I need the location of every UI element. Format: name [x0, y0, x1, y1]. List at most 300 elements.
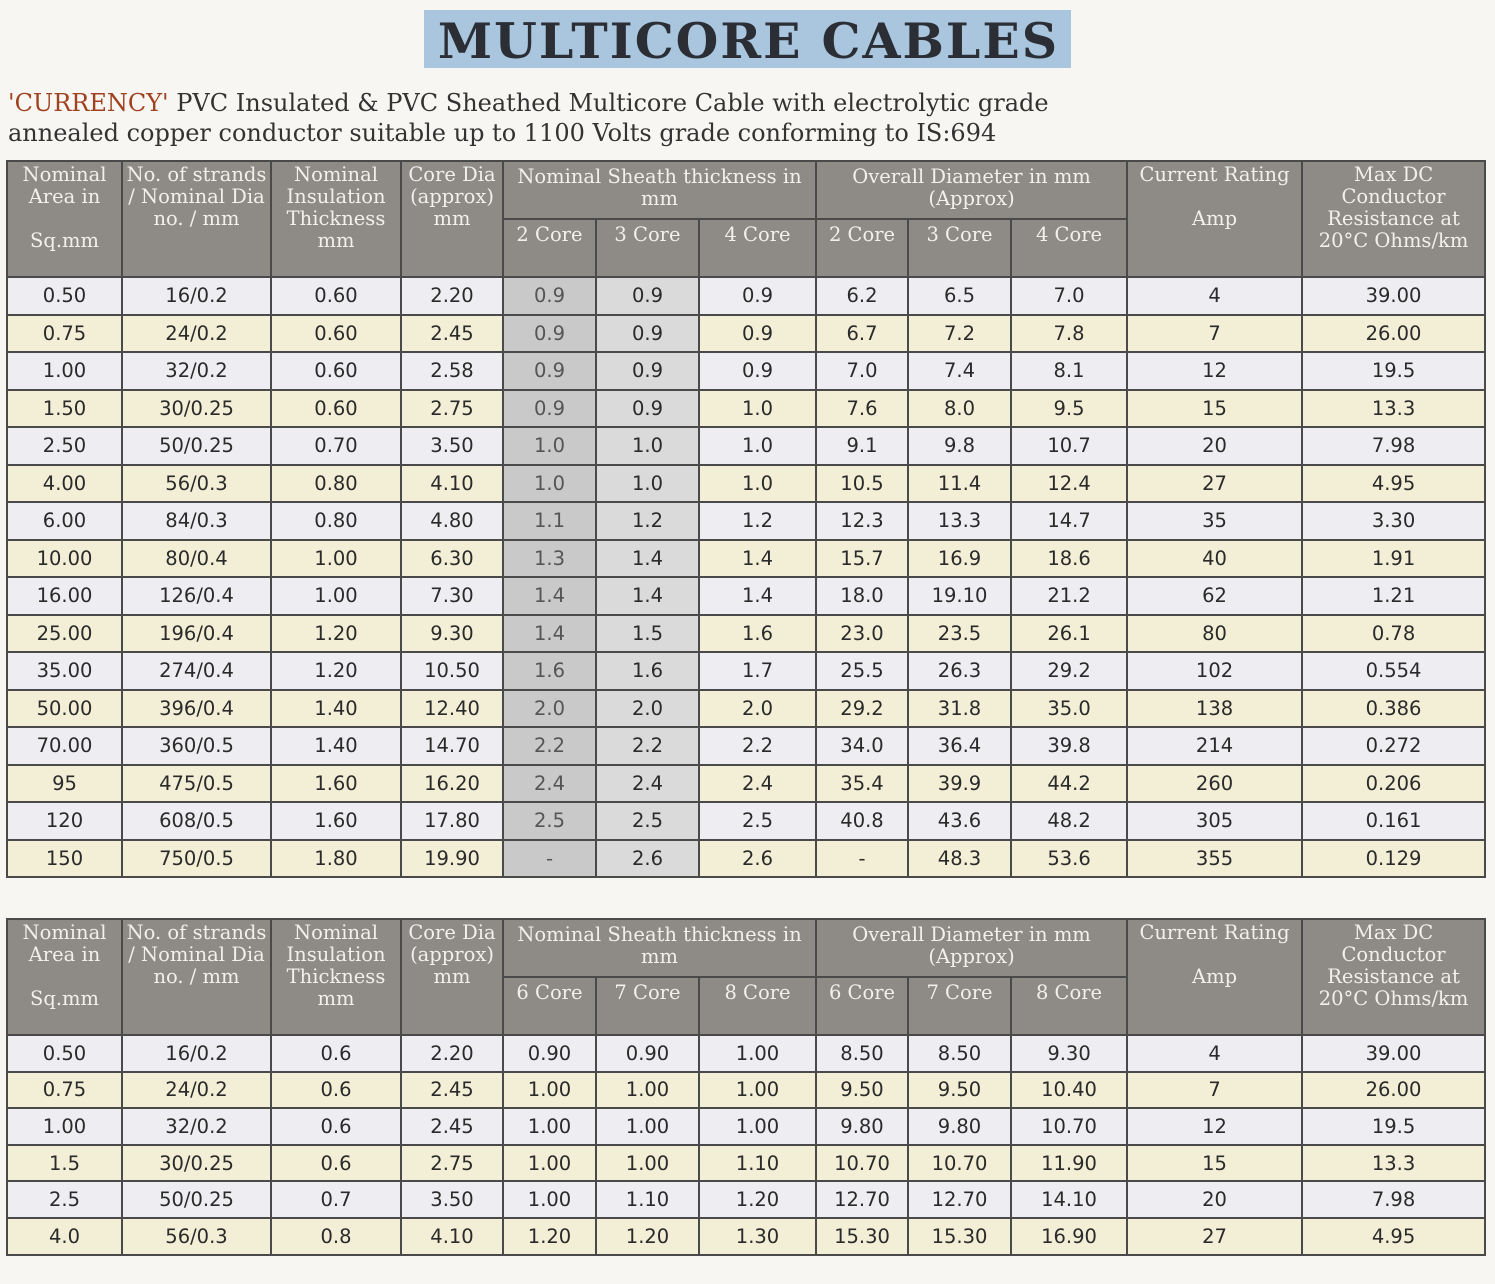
table-cell: 3.50 [401, 427, 503, 465]
table-cell: 15 [1127, 390, 1302, 428]
table-cell: 1.6 [699, 615, 816, 653]
table-cell: 4.0 [7, 1218, 122, 1255]
table-cell: 15.30 [816, 1218, 908, 1255]
table-cell: 4.10 [401, 1218, 503, 1255]
table-cell: 20 [1127, 427, 1302, 465]
table-cell: 56/0.3 [122, 465, 271, 503]
table-cell: 2.58 [401, 352, 503, 390]
table-cell: 1.00 [699, 1035, 816, 1072]
table-cell: 4.95 [1302, 465, 1485, 503]
table-cell: 1.30 [699, 1218, 816, 1255]
header-sheath-core: 7 Core [596, 977, 699, 1035]
table-cell: 0.9 [596, 277, 699, 315]
table-row [7, 390, 1485, 428]
table-cell: 6.7 [816, 315, 908, 353]
table-cell: 7 [1127, 315, 1302, 353]
table-cell: 44.2 [1011, 765, 1127, 803]
table-cell: 12.4 [1011, 465, 1127, 503]
table-row [7, 615, 1485, 653]
table-cell: 24/0.2 [122, 315, 271, 353]
table-cell: 2.45 [401, 315, 503, 353]
table-cell: 0.90 [503, 1035, 596, 1072]
header-overall-core: 2 Core [816, 219, 908, 277]
table-cell: 19.5 [1302, 352, 1485, 390]
table-cell: 7.98 [1302, 1181, 1485, 1218]
table-cell: 1.3 [503, 540, 596, 578]
table-cell: 36.4 [908, 727, 1011, 765]
table-cell: 9.80 [908, 1108, 1011, 1145]
header-nominal-area-unit: Sq.mm [29, 229, 100, 252]
header-sheath-core: 8 Core [699, 977, 816, 1035]
table-cell: 1.4 [699, 577, 816, 615]
table-cell: 50.00 [7, 690, 122, 728]
table-cell: 0.60 [271, 390, 401, 428]
header-current-unit: Amp [1192, 965, 1238, 988]
table-cell: 26.00 [1302, 1072, 1485, 1109]
table-cell: 2.2 [699, 727, 816, 765]
table-cell: 9.50 [816, 1072, 908, 1109]
table-cell: 2.20 [401, 1035, 503, 1072]
table-cell: 2.2 [503, 727, 596, 765]
table-cell: 17.80 [401, 802, 503, 840]
header-strands: No. of strands / Nominal Dia no. / mm [122, 919, 271, 1035]
table-cell: 16.90 [1011, 1218, 1127, 1255]
table-cell: 1.00 [503, 1145, 596, 1182]
table-cell: 1.10 [596, 1181, 699, 1218]
table-cell: 1.20 [503, 1218, 596, 1255]
table-cell: 12 [1127, 1108, 1302, 1145]
header-insulation-unit: mm [317, 229, 355, 252]
table-row [7, 765, 1485, 803]
table-cell: 2.5 [596, 802, 699, 840]
table-cell: 8.1 [1011, 352, 1127, 390]
table-cell: 3.50 [401, 1181, 503, 1218]
table-cell: 0.7 [271, 1181, 401, 1218]
table-cell: 0.129 [1302, 840, 1485, 878]
table-cell: 355 [1127, 840, 1302, 878]
table-cell: 1.00 [503, 1108, 596, 1145]
table-cell: 26.00 [1302, 315, 1485, 353]
table-cell: 12.70 [908, 1181, 1011, 1218]
table-cell: 360/0.5 [122, 727, 271, 765]
table-cell: 1.10 [699, 1145, 816, 1182]
table-cell: 39.00 [1302, 1035, 1485, 1072]
header-core-dia [401, 161, 503, 277]
table-cell: 2.2 [596, 727, 699, 765]
table-cell: 14.70 [401, 727, 503, 765]
table-cell: 7.2 [908, 315, 1011, 353]
table-cell: 12.70 [816, 1181, 908, 1218]
header-insulation-label: Nominal Insulation Thickness [286, 163, 386, 230]
table-cell: 35.0 [1011, 690, 1127, 728]
table-cell: 4.10 [401, 465, 503, 503]
table-cell: 102 [1127, 652, 1302, 690]
table-cell: 11.4 [908, 465, 1011, 503]
table-cell: 0.9 [596, 315, 699, 353]
table-cell: 40.8 [816, 802, 908, 840]
table-cell: 15 [1127, 1145, 1302, 1182]
table-cell: 12.3 [816, 502, 908, 540]
table-cell: 23.0 [816, 615, 908, 653]
table-cell: 138 [1127, 690, 1302, 728]
table-cell: 8.0 [908, 390, 1011, 428]
table-cell: 30/0.25 [122, 1145, 271, 1182]
table-cell: - [503, 840, 596, 878]
intro-line1: PVC Insulated & PVC Sheathed Multicore Cable with electrolytic grade [168, 89, 1049, 117]
table-row [7, 502, 1485, 540]
table-cell: 2.5 [699, 802, 816, 840]
table-cell: 0.9 [503, 390, 596, 428]
table-cell: 0.554 [1302, 652, 1485, 690]
table-cell: 1.0 [596, 427, 699, 465]
header-resistance: Max DC Conductor Resistance at 20°C Ohms/km [1302, 919, 1485, 1035]
spec-table-6-8-core [6, 918, 1486, 1256]
table-cell: 29.2 [816, 690, 908, 728]
header-nominal-area-label: Nominal Area in [22, 921, 107, 966]
table-cell: 0.9 [503, 315, 596, 353]
table-row [7, 690, 1485, 728]
table-cell: 14.10 [1011, 1181, 1127, 1218]
table-cell: 13.3 [1302, 1145, 1485, 1182]
table-cell: 2.4 [699, 765, 816, 803]
table-cell: 35.4 [816, 765, 908, 803]
table-cell: 1.00 [596, 1145, 699, 1182]
header-overall-core: 4 Core [1011, 219, 1127, 277]
header-overall-diameter: Overall Diameter in mm (Approx) [816, 919, 1127, 977]
table-cell: 1.4 [699, 540, 816, 578]
table-cell: 1.0 [699, 390, 816, 428]
table-cell: 1.0 [699, 465, 816, 503]
table-cell: 1.20 [271, 652, 401, 690]
table-cell: 10.70 [908, 1145, 1011, 1182]
table-cell: 750/0.5 [122, 840, 271, 878]
table-cell: 1.20 [596, 1218, 699, 1255]
table-cell: 9.50 [908, 1072, 1011, 1109]
table-cell: 10.5 [816, 465, 908, 503]
table-cell: 0.70 [271, 427, 401, 465]
table-cell: 0.6 [271, 1072, 401, 1109]
header-overall-diameter: Overall Diameter in mm (Approx) [816, 161, 1127, 219]
table-cell: 0.9 [699, 277, 816, 315]
table-cell: 27 [1127, 1218, 1302, 1255]
table-cell: 1.4 [503, 577, 596, 615]
spec-table-2-4-core [6, 160, 1486, 878]
table-cell: 1.91 [1302, 540, 1485, 578]
table-cell: 0.90 [596, 1035, 699, 1072]
table-cell: 12.40 [401, 690, 503, 728]
table-cell: 1.00 [271, 577, 401, 615]
header-insulation [271, 161, 401, 277]
header-nominal-area [7, 161, 122, 277]
table-cell: 1.4 [596, 540, 699, 578]
table-cell: 35 [1127, 502, 1302, 540]
table-cell: 0.9 [503, 352, 596, 390]
table-cell: 4.95 [1302, 1218, 1485, 1255]
table-cell: 1.80 [271, 840, 401, 878]
table-row [7, 540, 1485, 578]
table-cell: 9.30 [1011, 1035, 1127, 1072]
table-cell: 7.0 [1011, 277, 1127, 315]
table-row [7, 802, 1485, 840]
header-sheath-core: 4 Core [699, 219, 816, 277]
table-cell: 18.6 [1011, 540, 1127, 578]
header-core-dia-unit: mm [433, 207, 471, 230]
table-cell: 1.1 [503, 502, 596, 540]
table-cell: 16/0.2 [122, 277, 271, 315]
table-cell: 16.20 [401, 765, 503, 803]
table-cell: 0.60 [271, 277, 401, 315]
header-insulation-unit: mm [317, 987, 355, 1010]
table-cell: 25.00 [7, 615, 122, 653]
header-overall-core: 6 Core [816, 977, 908, 1035]
table-cell: 16.00 [7, 577, 122, 615]
table-cell: 40 [1127, 540, 1302, 578]
table-cell: 84/0.3 [122, 502, 271, 540]
table-cell: 2.4 [503, 765, 596, 803]
table-cell: 19.5 [1302, 1108, 1485, 1145]
table-cell: 10.50 [401, 652, 503, 690]
table-cell: 2.20 [401, 277, 503, 315]
table-cell: 214 [1127, 727, 1302, 765]
table-row [7, 577, 1485, 615]
table-row [7, 1072, 1485, 1109]
table-cell: 1.21 [1302, 577, 1485, 615]
table-cell: 70.00 [7, 727, 122, 765]
table-cell: 4 [1127, 277, 1302, 315]
table-cell: 6.5 [908, 277, 1011, 315]
table-cell: 2.75 [401, 390, 503, 428]
table-cell: 27 [1127, 465, 1302, 503]
table-cell: 9.80 [816, 1108, 908, 1145]
table-cell: 10.00 [7, 540, 122, 578]
table-cell: 10.7 [1011, 427, 1127, 465]
header-current-label: Current Rating [1139, 921, 1290, 944]
table-cell: 43.6 [908, 802, 1011, 840]
header-sheath-core: 2 Core [503, 219, 596, 277]
table-cell: 56/0.3 [122, 1218, 271, 1255]
table-cell: 39.8 [1011, 727, 1127, 765]
table-cell: 0.8 [271, 1218, 401, 1255]
table-cell: 26.3 [908, 652, 1011, 690]
table-cell: 0.80 [271, 465, 401, 503]
title-wrap [0, 10, 1495, 68]
table-cell: 0.78 [1302, 615, 1485, 653]
table-cell: 1.20 [271, 615, 401, 653]
table-cell: 12 [1127, 352, 1302, 390]
header-sheath-core: 6 Core [503, 977, 596, 1035]
table-cell: 1.6 [596, 652, 699, 690]
table-cell: 0.206 [1302, 765, 1485, 803]
table-row [7, 315, 1485, 353]
table-cell: 1.2 [699, 502, 816, 540]
table-row [7, 1218, 1485, 1255]
table-cell: 0.6 [271, 1108, 401, 1145]
header-nominal-area [7, 919, 122, 1035]
header-current-rating [1127, 161, 1302, 277]
table-row [7, 1181, 1485, 1218]
header-core-dia-label: Core Dia (approx) [408, 921, 496, 966]
table-cell: 0.272 [1302, 727, 1485, 765]
table-cell: 1.20 [699, 1181, 816, 1218]
table-cell: 2.5 [503, 802, 596, 840]
table-cell: 1.0 [596, 465, 699, 503]
table-cell: 10.40 [1011, 1072, 1127, 1109]
header-sheath: Nominal Sheath thickness in mm [503, 161, 816, 219]
table-cell: 6.2 [816, 277, 908, 315]
table-cell: 25.5 [816, 652, 908, 690]
table-row [7, 727, 1485, 765]
table-cell: 1.40 [271, 727, 401, 765]
table-cell: 21.2 [1011, 577, 1127, 615]
header-sheath-core: 3 Core [596, 219, 699, 277]
header-core-dia-unit: mm [433, 965, 471, 988]
table-cell: 1.00 [271, 540, 401, 578]
table-cell: - [816, 840, 908, 878]
table-cell: 7.6 [816, 390, 908, 428]
table-row [7, 1108, 1485, 1145]
header-overall-core: 7 Core [908, 977, 1011, 1035]
table-cell: 16/0.2 [122, 1035, 271, 1072]
table-cell: 7.4 [908, 352, 1011, 390]
table-cell: 32/0.2 [122, 352, 271, 390]
table-cell: 23.5 [908, 615, 1011, 653]
table1-body [7, 277, 1485, 877]
table-cell: 24/0.2 [122, 1072, 271, 1109]
table-cell: 16.9 [908, 540, 1011, 578]
table-cell: 2.4 [596, 765, 699, 803]
table-cell: 1.5 [7, 1145, 122, 1182]
table-cell: 0.75 [7, 315, 122, 353]
header-sheath: Nominal Sheath thickness in mm [503, 919, 816, 977]
table-cell: 31.8 [908, 690, 1011, 728]
header-insulation-label: Nominal Insulation Thickness [286, 921, 386, 988]
header-nominal-area-unit: Sq.mm [29, 987, 100, 1010]
table-cell: 4.80 [401, 502, 503, 540]
table-cell: 4.00 [7, 465, 122, 503]
table-cell: 0.9 [596, 390, 699, 428]
table-cell: 1.00 [503, 1072, 596, 1109]
table-cell: 260 [1127, 765, 1302, 803]
table-cell: 29.2 [1011, 652, 1127, 690]
header-current-label: Current Rating [1139, 163, 1290, 186]
table-cell: 19.10 [908, 577, 1011, 615]
table-cell: 9.8 [908, 427, 1011, 465]
table-cell: 1.00 [596, 1072, 699, 1109]
header-overall-core: 3 Core [908, 219, 1011, 277]
table-cell: 2.6 [596, 840, 699, 878]
table-cell: 39.00 [1302, 277, 1485, 315]
table-cell: 608/0.5 [122, 802, 271, 840]
table-cell: 1.2 [596, 502, 699, 540]
table-cell: 4 [1127, 1035, 1302, 1072]
table-cell: 62 [1127, 577, 1302, 615]
header-strands: No. of strands / Nominal Dia no. / mm [122, 161, 271, 277]
header-insulation [271, 919, 401, 1035]
table-row [7, 652, 1485, 690]
table-cell: 8.50 [908, 1035, 1011, 1072]
table-cell: 19.90 [401, 840, 503, 878]
table-cell: 13.3 [1302, 390, 1485, 428]
table-cell: 11.90 [1011, 1145, 1127, 1182]
table-cell: 2.45 [401, 1072, 503, 1109]
table-cell: 1.40 [271, 690, 401, 728]
table-cell: 0.161 [1302, 802, 1485, 840]
table-cell: 0.9 [596, 352, 699, 390]
table-cell: 1.0 [503, 465, 596, 503]
header-current-rating [1127, 919, 1302, 1035]
table-cell: 1.0 [699, 427, 816, 465]
table2-body [7, 1035, 1485, 1255]
table-row [7, 352, 1485, 390]
table-cell: 6.00 [7, 502, 122, 540]
table-cell: 20 [1127, 1181, 1302, 1218]
table-cell: 1.00 [596, 1108, 699, 1145]
table-cell: 120 [7, 802, 122, 840]
table-row [7, 465, 1485, 503]
header-resistance: Max DC Conductor Resistance at 20°C Ohms/km [1302, 161, 1485, 277]
table-cell: 1.5 [596, 615, 699, 653]
table-cell: 0.75 [7, 1072, 122, 1109]
header-current-unit: Amp [1192, 207, 1238, 230]
table-cell: 0.9 [699, 352, 816, 390]
table-cell: 0.60 [271, 352, 401, 390]
table-cell: 1.50 [7, 390, 122, 428]
table-cell: 2.75 [401, 1145, 503, 1182]
table-cell: 7.8 [1011, 315, 1127, 353]
table-row [7, 1035, 1485, 1072]
table-cell: 0.386 [1302, 690, 1485, 728]
table-cell: 1.00 [7, 352, 122, 390]
table-cell: 274/0.4 [122, 652, 271, 690]
table-row [7, 427, 1485, 465]
table-cell: 26.1 [1011, 615, 1127, 653]
table-cell: 7.0 [816, 352, 908, 390]
table-cell: 1.60 [271, 765, 401, 803]
table-cell: 80 [1127, 615, 1302, 653]
table-row [7, 277, 1485, 315]
table-cell: 396/0.4 [122, 690, 271, 728]
table-cell: 6.30 [401, 540, 503, 578]
table-cell: 9.1 [816, 427, 908, 465]
table-row [7, 1145, 1485, 1182]
table-cell: 34.0 [816, 727, 908, 765]
table-cell: 1.00 [7, 1108, 122, 1145]
table-cell: 14.7 [1011, 502, 1127, 540]
table-cell: 0.80 [271, 502, 401, 540]
table-cell: 35.00 [7, 652, 122, 690]
table-cell: 196/0.4 [122, 615, 271, 653]
table-cell: 150 [7, 840, 122, 878]
table-cell: 0.60 [271, 315, 401, 353]
table-cell: 1.00 [699, 1108, 816, 1145]
table-cell: 95 [7, 765, 122, 803]
header-overall-core: 8 Core [1011, 977, 1127, 1035]
table-cell: 15.7 [816, 540, 908, 578]
table-cell: 80/0.4 [122, 540, 271, 578]
table-cell: 3.30 [1302, 502, 1485, 540]
table-cell: 0.6 [271, 1035, 401, 1072]
table-cell: 126/0.4 [122, 577, 271, 615]
table-cell: 1.60 [271, 802, 401, 840]
table-cell: 2.6 [699, 840, 816, 878]
table-cell: 1.00 [699, 1072, 816, 1109]
table-cell: 0.9 [699, 315, 816, 353]
header-core-dia-label: Core Dia (approx) [408, 163, 496, 208]
table-cell: 7 [1127, 1072, 1302, 1109]
table-cell: 15.30 [908, 1218, 1011, 1255]
table-cell: 10.70 [1011, 1108, 1127, 1145]
table-cell: 0.9 [503, 277, 596, 315]
